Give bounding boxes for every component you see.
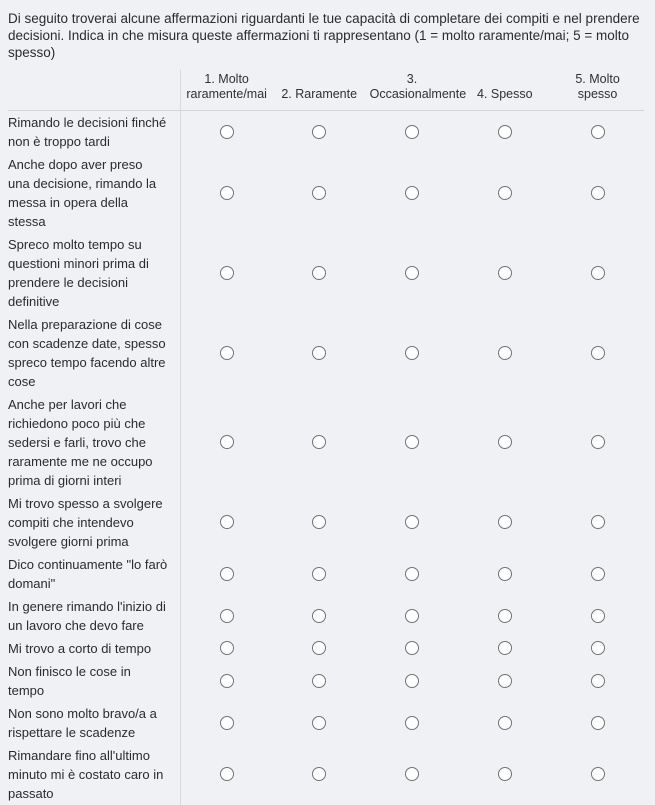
radio-option[interactable]: [220, 346, 234, 360]
radio-option[interactable]: [405, 716, 419, 730]
radio-option[interactable]: [498, 641, 512, 655]
radio-option[interactable]: [405, 767, 419, 781]
statement-label: Rimandare fino all'ultimo minuto mi è costato caro in passato: [8, 748, 164, 801]
statement-label: Mi trovo a corto di tempo: [8, 641, 152, 656]
radio-option[interactable]: [498, 186, 512, 200]
radio-option[interactable]: [312, 641, 326, 655]
radio-option[interactable]: [405, 435, 419, 449]
radio-option[interactable]: [498, 435, 512, 449]
radio-option[interactable]: [591, 567, 605, 581]
likert-matrix: [8, 70, 644, 805]
radio-option[interactable]: [220, 266, 234, 280]
statement-row: [8, 153, 644, 233]
radio-option[interactable]: [498, 515, 512, 529]
statement-label: Spreco molto tempo su questioni minori prima di prendere le decisioni definitive: [8, 237, 149, 309]
radio-option[interactable]: [405, 609, 419, 623]
statement-column-header: [8, 70, 180, 111]
statement-row: [8, 233, 644, 313]
radio-option[interactable]: [220, 767, 234, 781]
radio-option[interactable]: [591, 346, 605, 360]
radio-option[interactable]: [591, 641, 605, 655]
radio-option[interactable]: [498, 716, 512, 730]
radio-option[interactable]: [312, 609, 326, 623]
radio-option[interactable]: [405, 674, 419, 688]
radio-option[interactable]: [405, 125, 419, 139]
statement-row: [8, 111, 644, 154]
column-header-2: 2. Raramente: [273, 70, 366, 111]
statement-row: [8, 660, 644, 702]
statement-row: [8, 702, 644, 744]
radio-option[interactable]: [498, 767, 512, 781]
radio-option[interactable]: [591, 767, 605, 781]
radio-option[interactable]: [498, 266, 512, 280]
radio-option[interactable]: [312, 186, 326, 200]
radio-option[interactable]: [312, 674, 326, 688]
radio-option[interactable]: [498, 674, 512, 688]
radio-option[interactable]: [312, 767, 326, 781]
statement-row: [8, 492, 644, 553]
statement-label: Dico continuamente "lo farò domani": [8, 557, 168, 591]
column-header-4: 4. Spesso: [458, 70, 551, 111]
radio-option[interactable]: [591, 125, 605, 139]
statement-row: [8, 553, 644, 595]
radio-option[interactable]: [591, 674, 605, 688]
radio-option[interactable]: [312, 435, 326, 449]
column-header-3: 3. Occasionalmente: [366, 70, 459, 111]
radio-option[interactable]: [312, 125, 326, 139]
radio-option[interactable]: [220, 641, 234, 655]
statement-label: Non sono molto bravo/a a rispettare le scadenze: [8, 706, 157, 740]
radio-option[interactable]: [591, 266, 605, 280]
radio-option[interactable]: [220, 716, 234, 730]
statement-row: [8, 393, 644, 492]
radio-option[interactable]: [405, 567, 419, 581]
radio-option[interactable]: [405, 186, 419, 200]
statement-label: In genere rimando l'inizio di un lavoro che devo fare: [8, 599, 166, 633]
radio-option[interactable]: [312, 346, 326, 360]
radio-option[interactable]: [220, 515, 234, 529]
radio-option[interactable]: [591, 515, 605, 529]
radio-option[interactable]: [312, 266, 326, 280]
statement-label: Anche dopo aver preso una decisione, rimando la messa in opera della stessa: [8, 157, 157, 229]
radio-option[interactable]: [220, 125, 234, 139]
radio-option[interactable]: [498, 567, 512, 581]
radio-option[interactable]: [405, 641, 419, 655]
radio-option[interactable]: [220, 674, 234, 688]
radio-option[interactable]: [220, 435, 234, 449]
radio-option[interactable]: [591, 186, 605, 200]
statement-row: [8, 637, 644, 660]
radio-option[interactable]: [220, 186, 234, 200]
statement-label: Mi trovo spesso a svolgere compiti che intendevo svolgere giorni prima: [8, 496, 163, 549]
radio-option[interactable]: [591, 609, 605, 623]
statement-row: [8, 744, 644, 805]
radio-option[interactable]: [498, 125, 512, 139]
radio-option[interactable]: [405, 515, 419, 529]
radio-option[interactable]: [498, 346, 512, 360]
radio-option[interactable]: [220, 609, 234, 623]
statement-label: Rimando le decisioni finché non è troppo tardi: [8, 115, 167, 149]
instructions-text: Di seguito troverai alcune affermazioni riguardanti le tue capacità di completare dei compiti e nel prendere decisioni. Indica in che misura queste affermazioni ti rappresentano (1 = molto raramente/mai; 5 = molto spesso): [8, 11, 640, 60]
statement-label: Nella preparazione di cose con scadenze date, spesso spreco tempo facendo altre cose: [8, 317, 166, 389]
radio-option[interactable]: [312, 716, 326, 730]
column-header-1: 1. Molto raramente/mai: [180, 70, 273, 111]
statement-label: Anche per lavori che richiedono poco più che sedersi e farli, trovo che raramente me ne occupo prima di giorni interi: [8, 397, 153, 488]
radio-option[interactable]: [405, 266, 419, 280]
radio-option[interactable]: [498, 609, 512, 623]
radio-option[interactable]: [591, 716, 605, 730]
column-header-5: 5. Molto spesso: [551, 70, 644, 111]
matrix-header-row: [8, 70, 644, 111]
radio-option[interactable]: [220, 567, 234, 581]
radio-option[interactable]: [312, 567, 326, 581]
radio-option[interactable]: [312, 515, 326, 529]
statement-row: [8, 313, 644, 393]
radio-option[interactable]: [591, 435, 605, 449]
statement-row: [8, 595, 644, 637]
statement-label: Non finisco le cose in tempo: [8, 664, 131, 698]
radio-option[interactable]: [405, 346, 419, 360]
